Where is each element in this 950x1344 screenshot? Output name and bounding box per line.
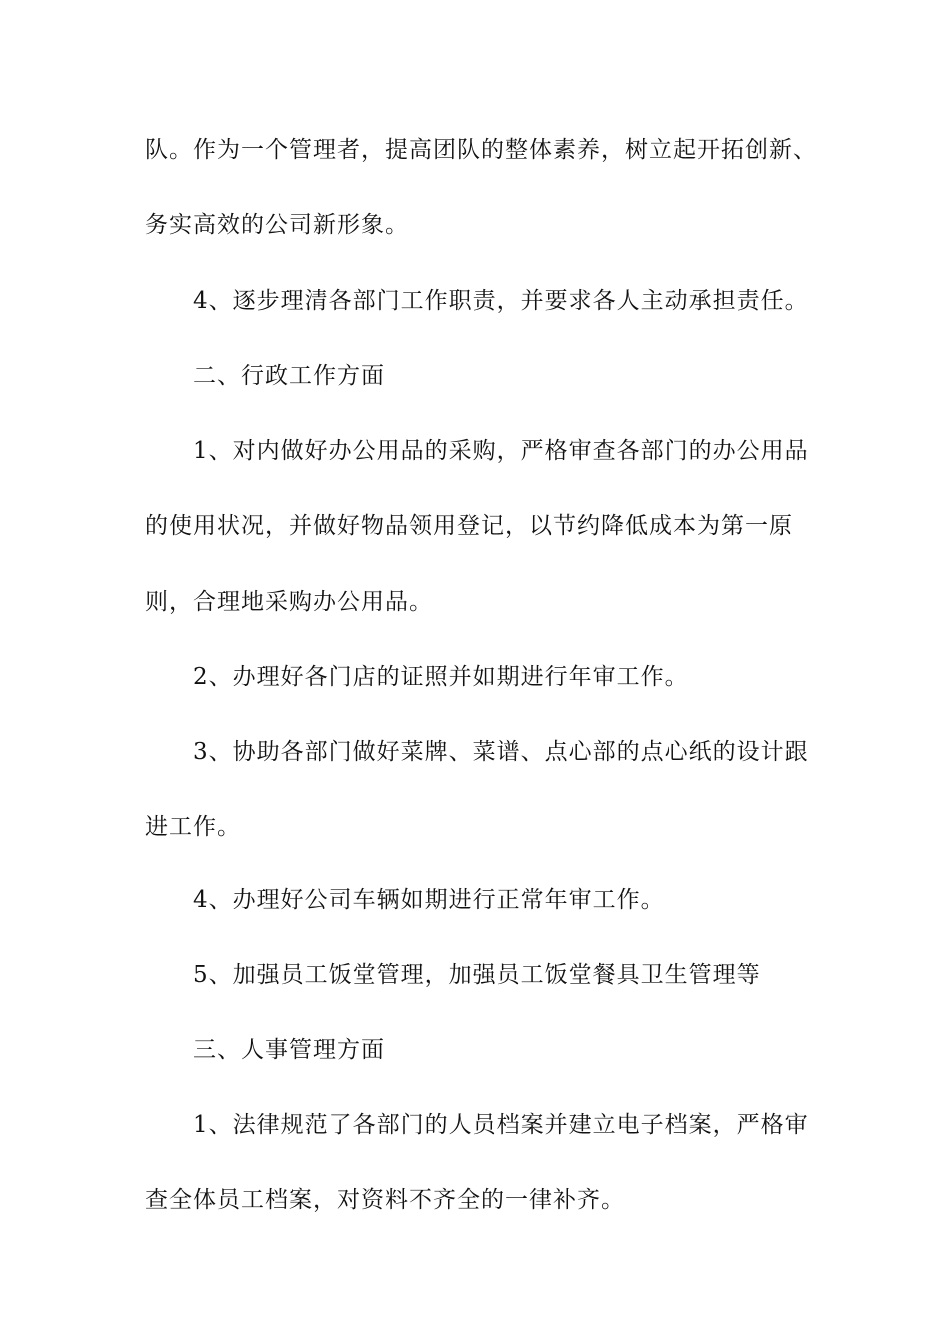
- section-heading: 三、人事管理方面: [193, 1037, 385, 1063]
- text-line: 2、办理好各门店的证照并如期进行年审工作。: [193, 664, 689, 690]
- text-line: 则，合理地采购办公用品。: [145, 589, 433, 615]
- text-line: 5、加强员工饭堂管理，加强员工饭堂餐具卫生管理等: [193, 962, 761, 988]
- text-line: 1、法律规范了各部门的人员档案并建立电子档案，严格审: [193, 1112, 809, 1138]
- text-line: 查全体员工档案，对资料不齐全的一律补齐。: [145, 1187, 625, 1213]
- text-line: 1、对内做好办公用品的采购，严格审查各部门的办公用品: [193, 438, 809, 464]
- section-heading: 二、行政工作方面: [193, 363, 385, 389]
- text-line: 务实高效的公司新形象。: [145, 212, 409, 238]
- text-line: 进工作。: [145, 814, 241, 840]
- text-line: 4、逐步理清各部门工作职责，并要求各人主动承担责任。: [193, 288, 809, 314]
- text-line: 3、协助各部门做好菜牌、菜谱、点心部的点心纸的设计跟: [193, 739, 809, 765]
- text-line: 4、办理好公司车辆如期进行正常年审工作。: [193, 887, 665, 913]
- text-line: 队。作为一个管理者，提高团队的整体素养，树立起开拓创新、: [145, 137, 817, 163]
- text-line: 的使用状况，并做好物品领用登记，以节约降低成本为第一原: [145, 513, 793, 539]
